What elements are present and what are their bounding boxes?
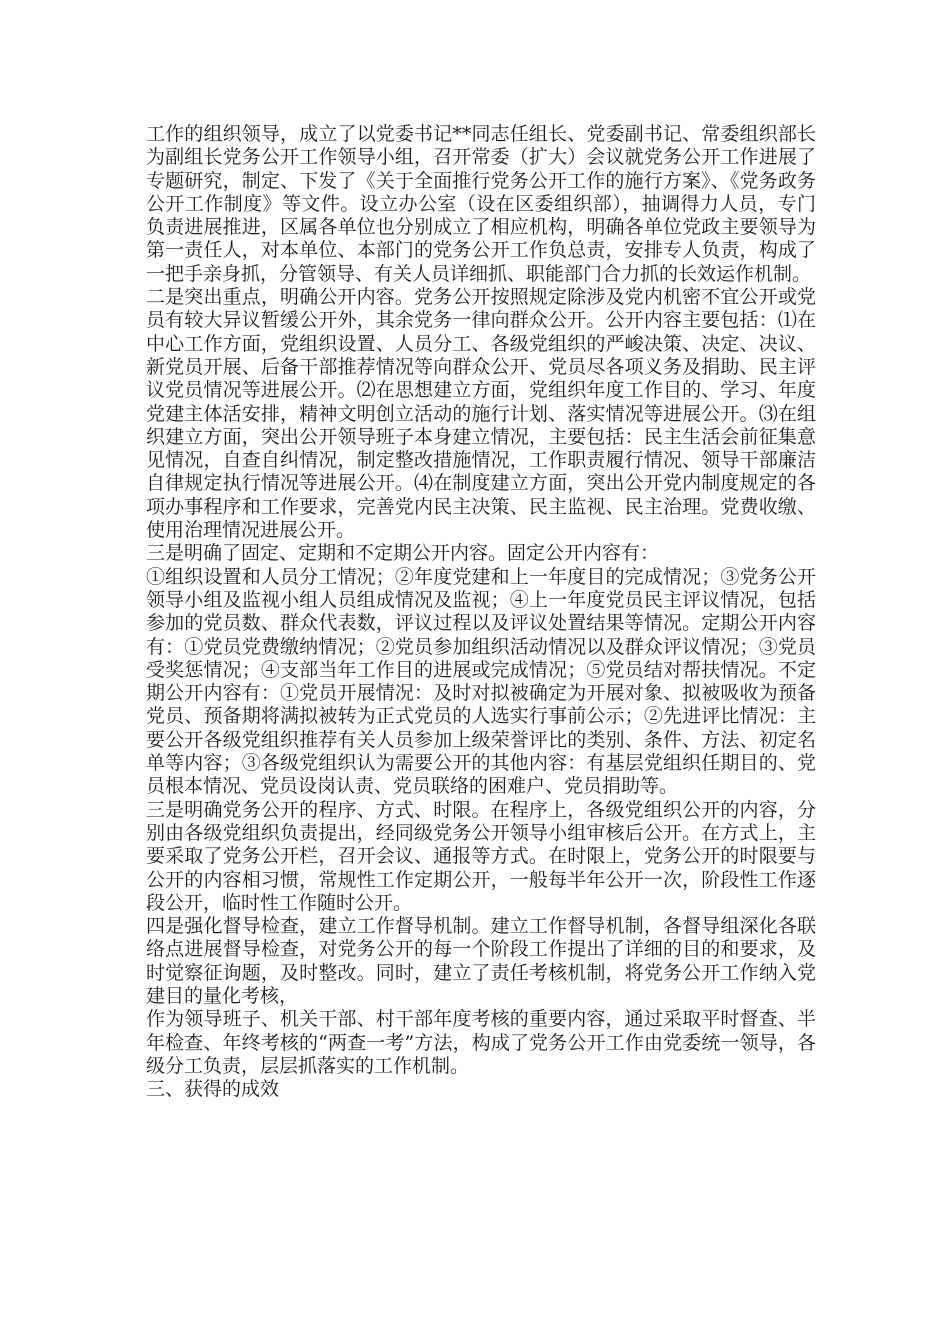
paragraph-supervision-mechanism: 四是强化督导检查，建立工作督导机制。建立工作督导机制，各督导组深化各联络点进展督导检查，对党务公开的每一个阶段工作提出了详细的目的和要求，及时觉察征询题，及时整改。同时，建立了责任考核机制，将党务公开工作纳入党建目的量化考核， [146,915,816,1007]
paragraph-disclosure-contents: ①组织设置和人员分工情况；②年度党建和上一年度目的完成情况；③党务公开领导小组及监视小组人员组成情况及监视；④上一年度党员民主评议情况，包括参加的党员数、群众代表数，评议过程以及评议处置结果等情况。定期公开内容有：①党员党费缴纳情况；②党员参加组织活动情况以及群众评议情况；③党员受奖惩情况；④支部当年工作目的进展或完成情况；⑤党员结对帮扶情况。不定期公开内容有：①党员开展情况：及时对拟被确定为开展对象、拟被吸收为预备党员、预备期将满拟被转为正式党员的人选实行事前公示；②先进评比情况：主要公开各级党组织推荐有关人员参加上级荣誉评比的类别、条件、方法、初定名单等内容；③各级党组织认为需要公开的其他内容：有基层党组织任期目的、党员根本情况、党员设岗认责、党员联络的困难户、党员捐助等。 [146,565,816,798]
paragraph-procedure-method-timing: 三是明确党务公开的程序、方式、时限。在程序上，各级党组织公开的内容，分别由各级党组织负责提出，经同级党务公开领导小组审核后公开。在方式上，主要采取了党务公开栏，召开会议、通报等方式。在时限上，党务公开的时限要与公开的内容相习惯，常规性工作定期公开，一般每半年公开一次，阶段性工作逐段公开，临时性工作随时公开。 [146,798,816,914]
document-body [146,123,816,1101]
paragraph-organization-leadership: 工作的组织领导，成立了以党委书记**同志任组长、党委副书记、常委组织部长为副组长党务公开工作领导小组，召开常委（扩大）会议就党务公开工作进展了专题研究，制定、下发了《关于全面推行党务公开工作的施行方案》、《党务政务公开工作制度》等文件。设立办公室（设在区委组织部），抽调得力人员，专门负责进展推进，区属各单位也分别成立了相应机构，明确各单位党政主要领导为第一责任人，对本单位、本部门的党务公开工作负总责，安排专人负责，构成了一把手亲身抓，分管领导、有关人员详细抓、职能部门合力抓的长效运作机制。 [146,123,816,285]
paragraph-fixed-periodic-heading: 三是明确了固定、定期和不定期公开内容。固定公开内容有： [146,542,660,565]
section-heading-achievements: 三、获得的成效 [146,1078,280,1101]
paragraph-highlight-key-points: 二是突出重点，明确公开内容。党务公开按照规定除涉及党内机密不宜公开或党员有较大异议暂缓公开外，其余党务一律向群众公开。公开内容主要包括：⑴在中心工作方面，党组织设置、人员分工、各级党组织的严峻决策、决定、决议、新党员开展、后备干部推荐情况等向群众公开、党员尽各项义务及捐助、民主评议党员情况等进展公开。⑵在思想建立方面，党组织年度工作目的、学习、年度党建主体活安排，精神文明创立活动的施行计划、落实情况等进展公开。⑶在组织建立方面，突出公开领导班子本身建立情况，主要包括：民主生活会前征集意见情况，自查自纠情况，制定整改措施情况，工作职责履行情况、领导干部廉洁自律规定执行情况等进展公开。⑷在制度建立方面，突出公开党内制度规定的各项办事程序和工作要求，完善党内民主决策、民主监视、民主治理。党费收缴、使用治理情况进展公开。 [146,286,816,542]
paragraph-assessment-continuation: 作为领导班子、机关干部、村干部年度考核的重要内容，通过采取平时督查、半年检查、年终考核的“两查一考”方法，构成了党务公开工作由党委统一领导，各级分工负责，层层抓落实的工作机制。 [146,1008,816,1077]
